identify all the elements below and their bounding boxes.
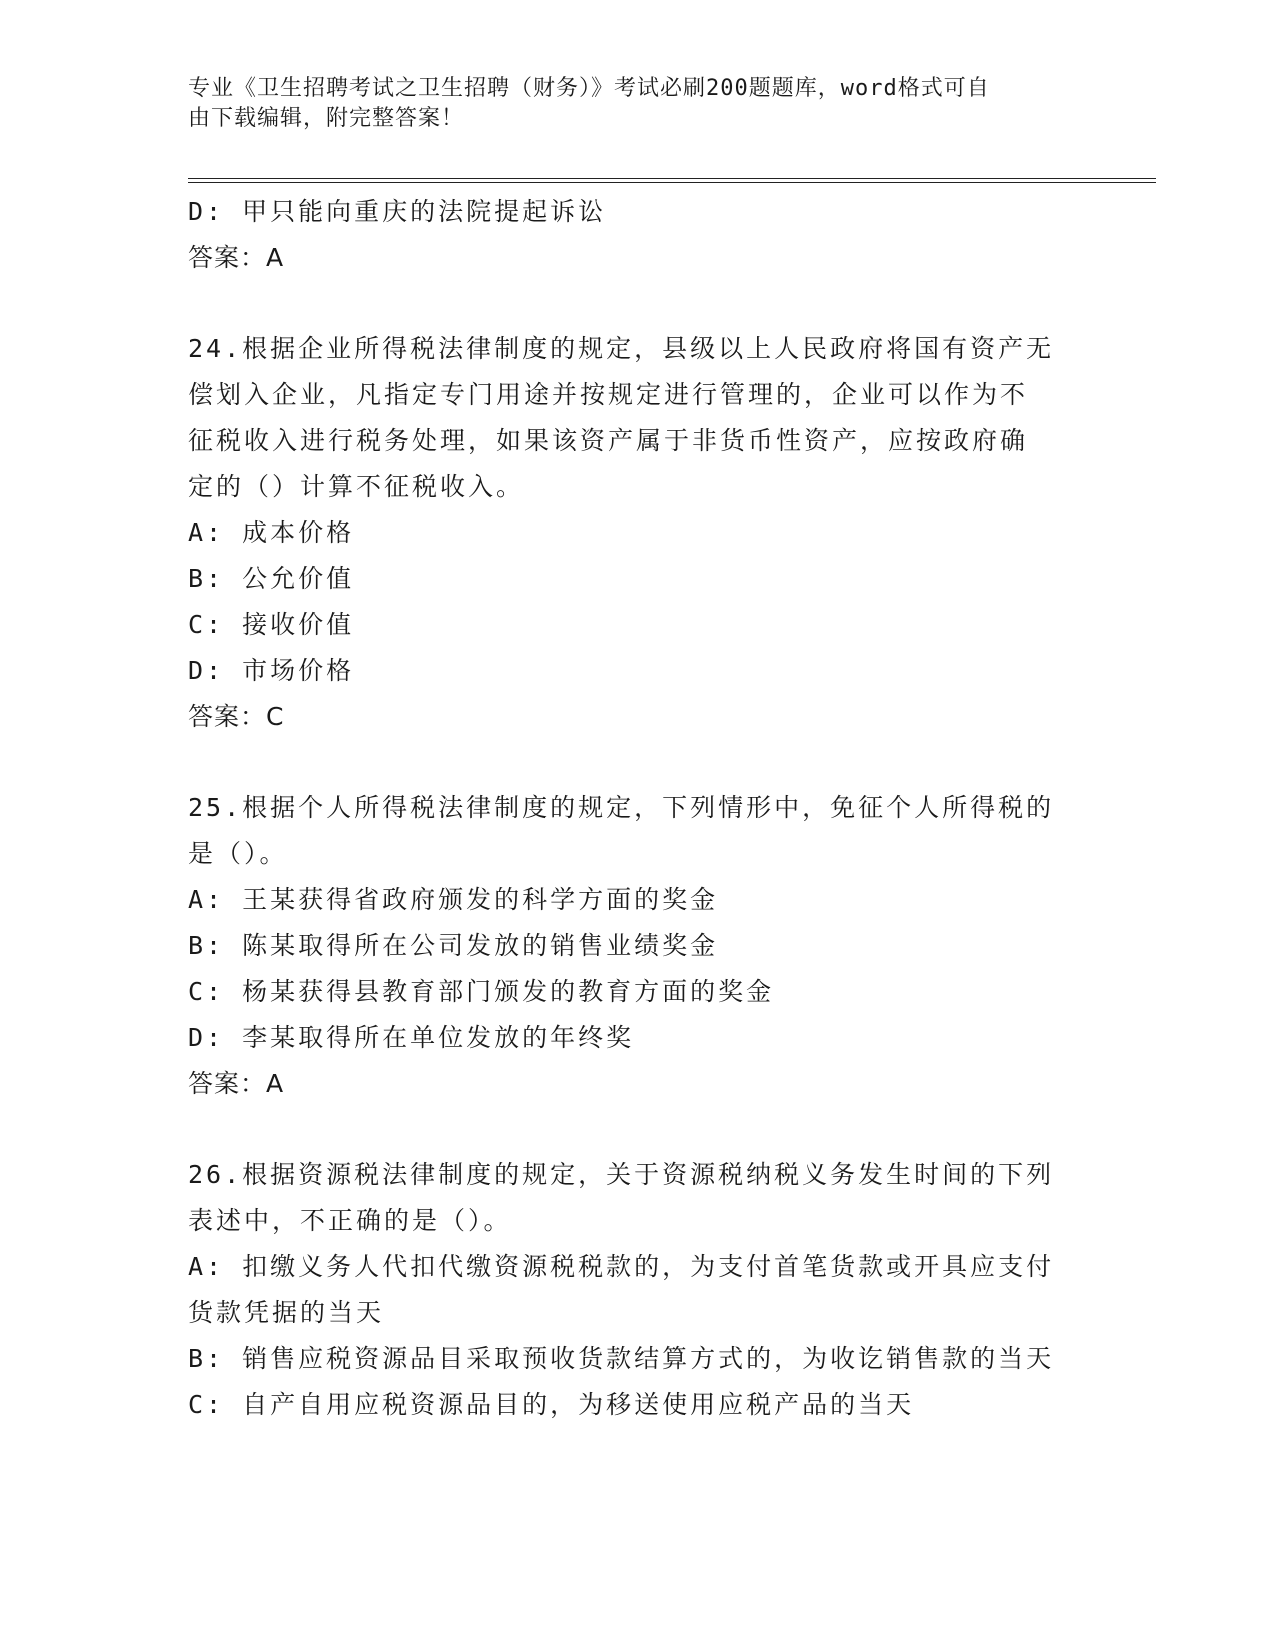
option-a: A: 王某获得省政府颁发的科学方面的奖金 [188,885,719,914]
option-d: D: 甲只能向重庆的法院提起诉讼 [188,197,607,226]
answer-label: 答案：A [188,1069,285,1098]
option-c: C: 自产自用应税资源品目的，为移送使用应税产品的当天 [188,1390,915,1419]
question-stem-line: 26.根据资源税法律制度的规定，关于资源税纳税义务发生时间的下列 [188,1160,1055,1189]
question-stem-line: 征税收入进行税务处理，如果该资产属于非货币性资产，应按政府确 [188,426,1029,455]
option-a: A: 扣缴义务人代扣代缴资源税税款的，为支付首笔货款或开具应支付 [188,1252,1055,1281]
question-stem-line: 24.根据企业所得税法律制度的规定，县级以上人民政府将国有资产无 [188,334,1055,363]
answer-label: 答案：A [188,243,285,272]
option-b: B: 公允价值 [188,564,355,593]
document-header [188,74,1068,134]
option-a-continuation: 货款凭据的当天 [188,1298,385,1327]
answer-label: 答案：C [188,702,285,731]
question-stem-line: 表述中，不正确的是（）。 [188,1206,512,1235]
header-divider-bottom [188,182,1156,183]
header-line-1: 专业《卫生招聘考试之卫生招聘（财务）》考试必刷200题题库，word格式可自 [188,76,990,101]
question-24 [188,326,1088,740]
header-line-2: 由下载编辑，附完整答案！ [188,106,465,131]
question-stem-line: 是（）。 [188,839,288,868]
document-body [188,189,1088,1428]
header-divider-top [188,178,1156,179]
question-25 [188,785,1088,1107]
option-b: B: 销售应税资源品目采取预收货款结算方式的，为收讫销售款的当天 [188,1344,1055,1373]
question-stem-line: 定的（）计算不征税收入。 [188,472,525,501]
option-b: B: 陈某取得所在公司发放的销售业绩奖金 [188,931,719,960]
option-d: D: 李某取得所在单位发放的年终奖 [188,1023,635,1052]
question-stem-line: 25.根据个人所得税法律制度的规定，下列情形中，免征个人所得税的 [188,793,1055,822]
question-23-tail [188,189,1088,281]
option-d: D: 市场价格 [188,656,355,685]
question-26 [188,1152,1088,1428]
option-c: C: 接收价值 [188,610,355,639]
option-a: A: 成本价格 [188,518,355,547]
option-c: C: 杨某获得县教育部门颁发的教育方面的奖金 [188,977,775,1006]
question-stem-line: 偿划入企业，凡指定专门用途并按规定进行管理的，企业可以作为不 [188,380,1029,409]
